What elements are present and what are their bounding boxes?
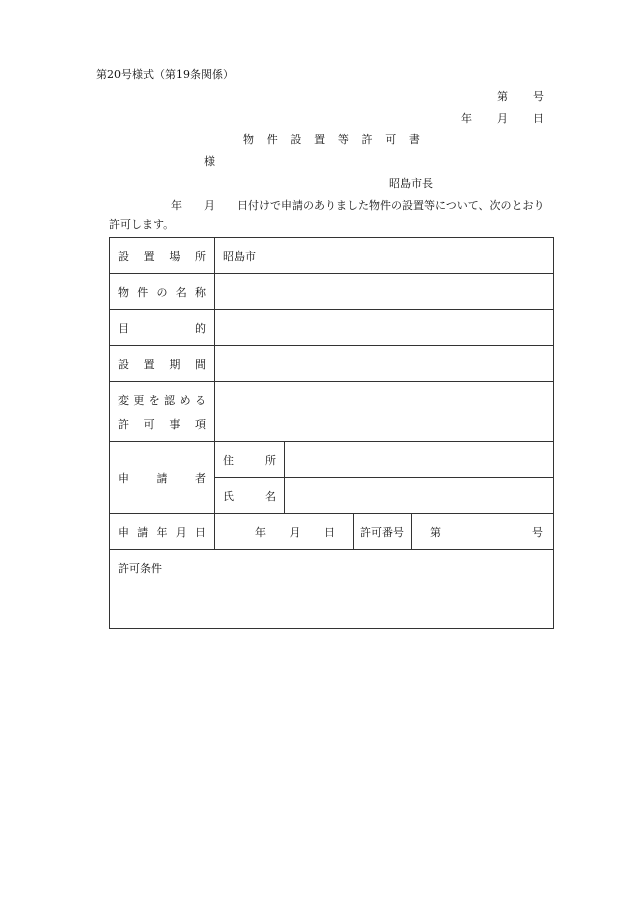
row-applicant-address: [110, 442, 554, 478]
applicant-name-label: 氏 名: [215, 478, 285, 514]
applicant-label: 申 請 者: [110, 442, 215, 514]
title-char: 等: [337, 133, 349, 146]
row-purpose: [110, 310, 554, 346]
title-char: 物: [243, 133, 254, 146]
row-location: [110, 238, 554, 274]
permit-number-label: 許可番号: [354, 514, 412, 550]
title-char: 可: [385, 133, 397, 146]
row-conditions: [110, 550, 554, 629]
form-code: 第20号様式（第19条関係）: [96, 68, 234, 81]
row-approved-changes: [110, 382, 554, 442]
applicant-address-value[interactable]: [285, 442, 554, 478]
row-item-name: [110, 274, 554, 310]
body-year: 年: [171, 199, 182, 212]
application-date-label: 申 請 年 月 日: [110, 514, 215, 550]
body-line1: 日付けで申請のありました物件の設置等について、次のとおり: [237, 199, 545, 212]
applicant-name-value[interactable]: [285, 478, 554, 514]
approved-changes-label: 変 更 を 認 め る 許 可 事 項: [110, 382, 215, 442]
title-char: 件: [266, 133, 278, 146]
applicant-address-label: 住 所: [215, 442, 285, 478]
body-line2: 許可します。: [109, 218, 175, 231]
title-char: 設: [290, 133, 302, 146]
issuer: 昭島市長: [389, 177, 433, 190]
application-date-value[interactable]: 年 月 日: [215, 514, 354, 550]
approved-changes-value[interactable]: [215, 382, 554, 442]
title-char: 置: [314, 133, 326, 146]
permit-table: [109, 237, 554, 629]
doc-number-dai: 第: [497, 90, 508, 103]
purpose-label: 目 的: [110, 310, 215, 346]
row-period: [110, 346, 554, 382]
purpose-value[interactable]: [215, 310, 554, 346]
title-char: 書: [408, 133, 420, 146]
title-char: 許: [361, 133, 373, 146]
doc-number-go: 号: [533, 90, 544, 103]
permit-number-value[interactable]: 第 号: [412, 514, 554, 550]
date-day: 日: [533, 112, 544, 125]
period-value[interactable]: [215, 346, 554, 382]
period-label: 設 置 期 間: [110, 346, 215, 382]
document-title: [243, 131, 420, 147]
item-name-value[interactable]: [215, 274, 554, 310]
date-month: 月: [497, 112, 508, 125]
conditions-label: 許可条件: [118, 562, 162, 575]
date-year: 年: [461, 112, 472, 125]
location-value[interactable]: 昭島市: [215, 238, 554, 274]
conditions-cell[interactable]: [110, 550, 554, 629]
row-application-date: [110, 514, 554, 550]
addressee-suffix: 様: [204, 155, 215, 168]
body-month: 月: [204, 199, 215, 212]
location-label: 設 置 場 所: [110, 238, 215, 274]
item-name-label: 物 件 の 名 称: [110, 274, 215, 310]
